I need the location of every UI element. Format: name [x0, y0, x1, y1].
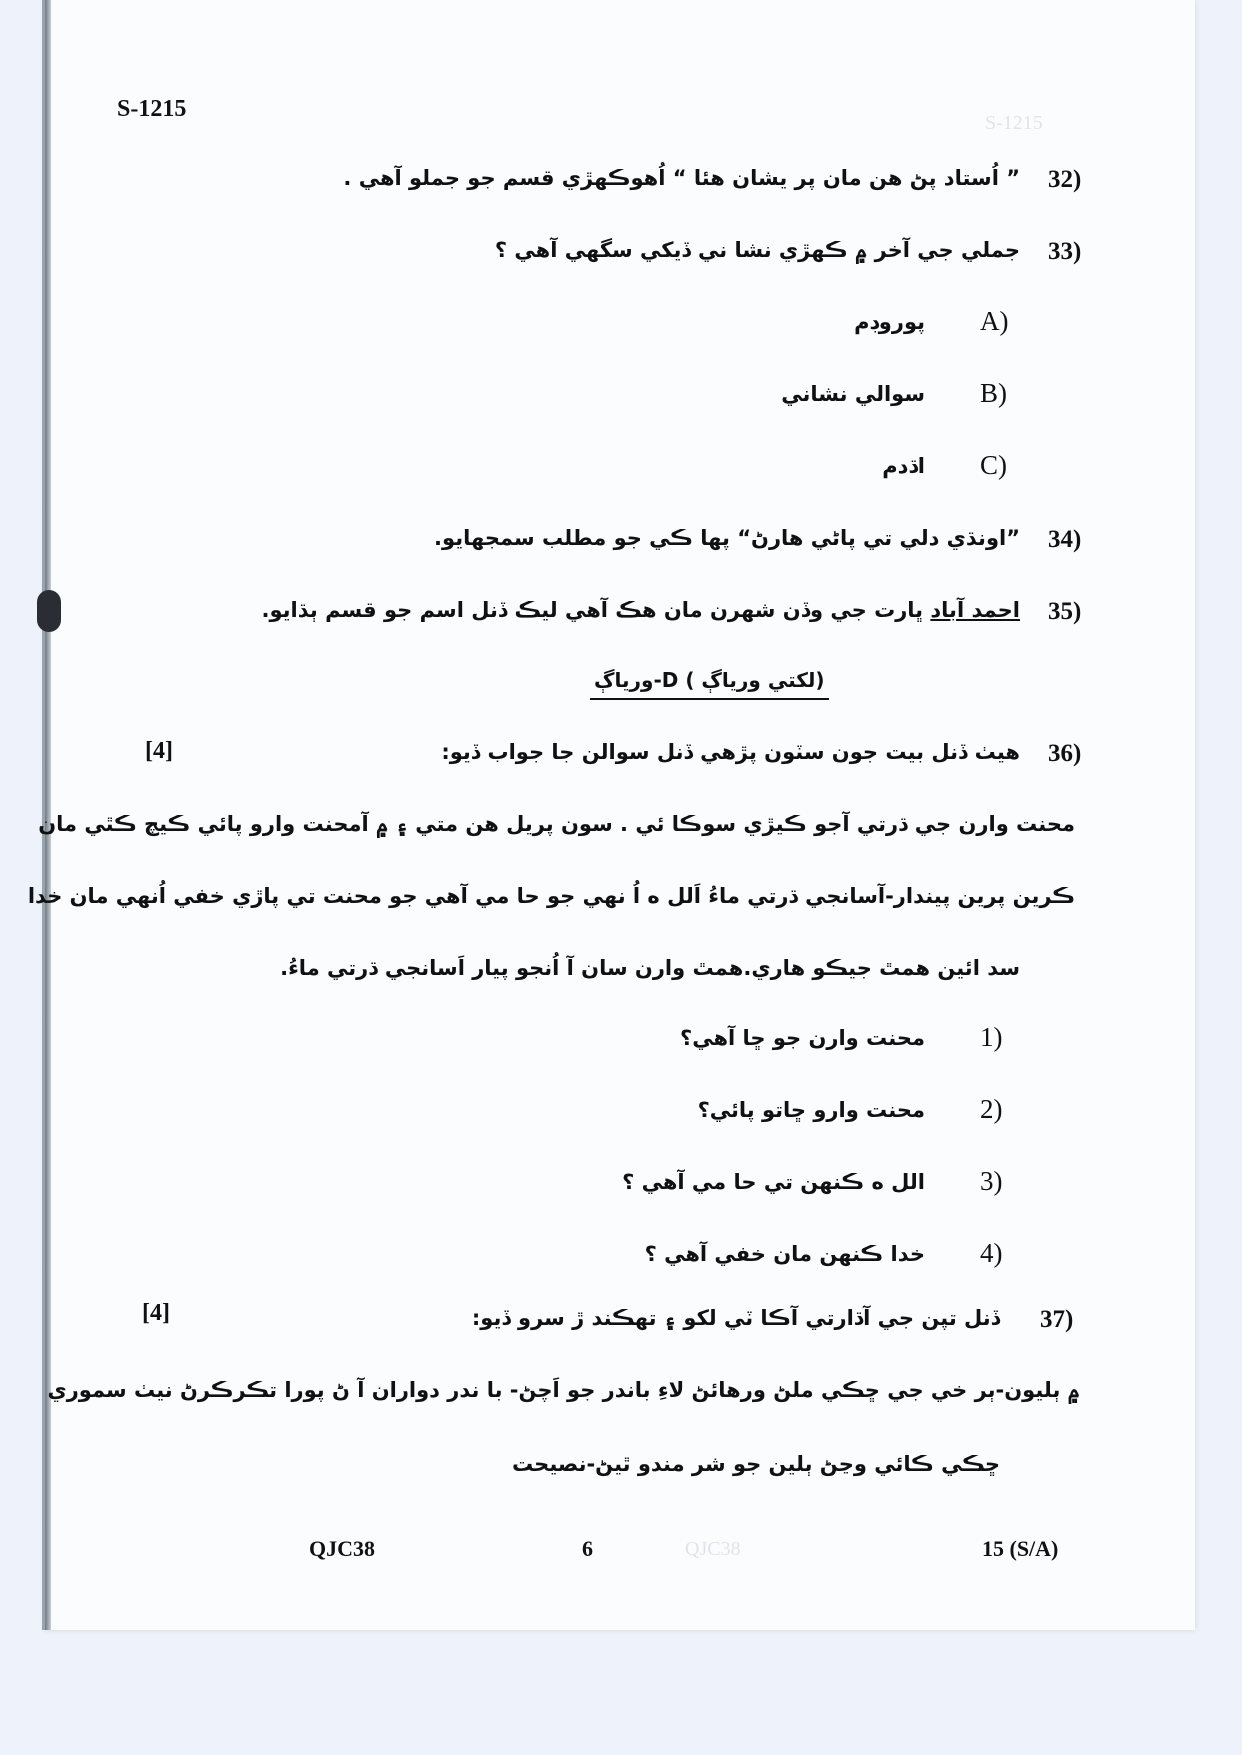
question-33-text: جملي جي آخر ۾ ڪهڙي نشا ني ڏيکي سگهي آهي ؟: [494, 238, 1020, 262]
paper-code: S-1215: [117, 96, 187, 122]
question-34-text: ”اونڌي دلي تي پاڻي هارڻ“ پها ڪي جو مطلب سمجهايو.: [434, 526, 1020, 550]
subquestion-number-1: 1): [980, 1022, 1003, 1052]
bleed-through-text: S-1215: [985, 112, 1043, 134]
question-37-instruction: ڏنل تپن جي آڌارتي آڪا ٽي لکو ۽ تهڪند ڙ سرو ڏيو:: [471, 1306, 1000, 1330]
exam-page: [27, 0, 1195, 1630]
option-c-text: اڌدم: [882, 454, 925, 478]
section-d-heading: ورياڳ-D ( لکتي ورياڳ): [590, 668, 829, 700]
poem-line-1: محنت وارن جي ڌرتي آجو ڪيڙي سوڪا ئي . سون پريل هن متي ۽ ۾ آمحنت وارو پائي ڪيچ ڪٿي مان: [38, 812, 1075, 836]
subquestion-number-2: 2): [980, 1094, 1003, 1124]
subquestion-3-text: الل ه ڪنهن تي حا مي آهي ؟: [622, 1170, 925, 1194]
question-number-34: 34): [1048, 526, 1082, 553]
question-number-36: 36): [1048, 740, 1082, 767]
question-number-33: 33): [1048, 238, 1082, 265]
subquestion-1-text: محنت وارن جو ڇا آهي؟: [680, 1026, 925, 1050]
question-35-rest: ڀارت جي وڏن شهرن مان هڪ آهي ليڪ ڏنل اسم جو قسم ٻڌايو.: [261, 598, 931, 622]
option-a-text: پوروڊم: [854, 310, 925, 334]
question-number-35: 35): [1048, 598, 1082, 625]
option-letter-c: C): [980, 450, 1007, 480]
underlined-term: احمد آباد: [930, 598, 1020, 622]
subquestion-2-text: محنت وارو ڇاتو پائي؟: [697, 1098, 925, 1122]
subquestion-number-3: 3): [980, 1166, 1003, 1196]
question-35-text: [262, 598, 1020, 622]
outline-line-2: ڇڪي ڪائي وڃڻ ٻلين جو شر مندو ٿيڻ-نصيحت: [511, 1452, 1000, 1476]
option-letter-b: B): [980, 378, 1007, 408]
option-b-text: سوالي نشاني: [781, 382, 925, 406]
poem-line-2: ڪرين پرين پيندار-آسانجي ڌرتي ماءُ اَلل ه اُ نهي جو حا مي آهي جو محنت تي پاڙي خفي اُنهي مان خدا: [27, 884, 1075, 908]
question-number-32: 32): [1048, 166, 1082, 193]
question-36-instruction: هيٺ ڏنل بيت جون سٽون پڙهي ڏنل سوالن جا جواب ڏيو:: [441, 740, 1020, 764]
option-letter-a: A): [980, 306, 1009, 336]
subquestion-4-text: خدا ڪنهن مان خفي آهي ؟: [644, 1242, 925, 1266]
section-d-heading-wrap: [590, 668, 829, 692]
bleed-through-text: QJC38: [685, 1538, 741, 1560]
outline-line-1: ۾ ٻليون-ٻر خي جي ڇڪي ملڻ ورهائڻ لاءِ باندر جو اَچڻ- با ندر دواران آ ڻ پورا تڪرڪرڻ نيٺ سموري: [47, 1378, 1080, 1402]
footer-set: 15 (S/A): [982, 1536, 1059, 1561]
poem-line-3: سد ائين همٿ جيڪو هاري.همٿ وارن سان آ اُنجو پيار اَسانجي ڌرتي ماءُ.: [280, 956, 1020, 980]
question-number-37: 37): [1040, 1306, 1074, 1333]
question-37-marks: [4]: [142, 1300, 170, 1326]
question-36-marks: [4]: [145, 738, 173, 764]
footer-code: QJC38: [309, 1536, 375, 1561]
subquestion-number-4: 4): [980, 1238, 1003, 1268]
page-number: 6: [582, 1536, 593, 1561]
binder-hole: [37, 590, 61, 632]
question-32-text: ” اُستاد پڻ هن مان پر يشان هئا “ اُهوڪهڙي قسم جو جملو آهي .: [343, 166, 1020, 190]
